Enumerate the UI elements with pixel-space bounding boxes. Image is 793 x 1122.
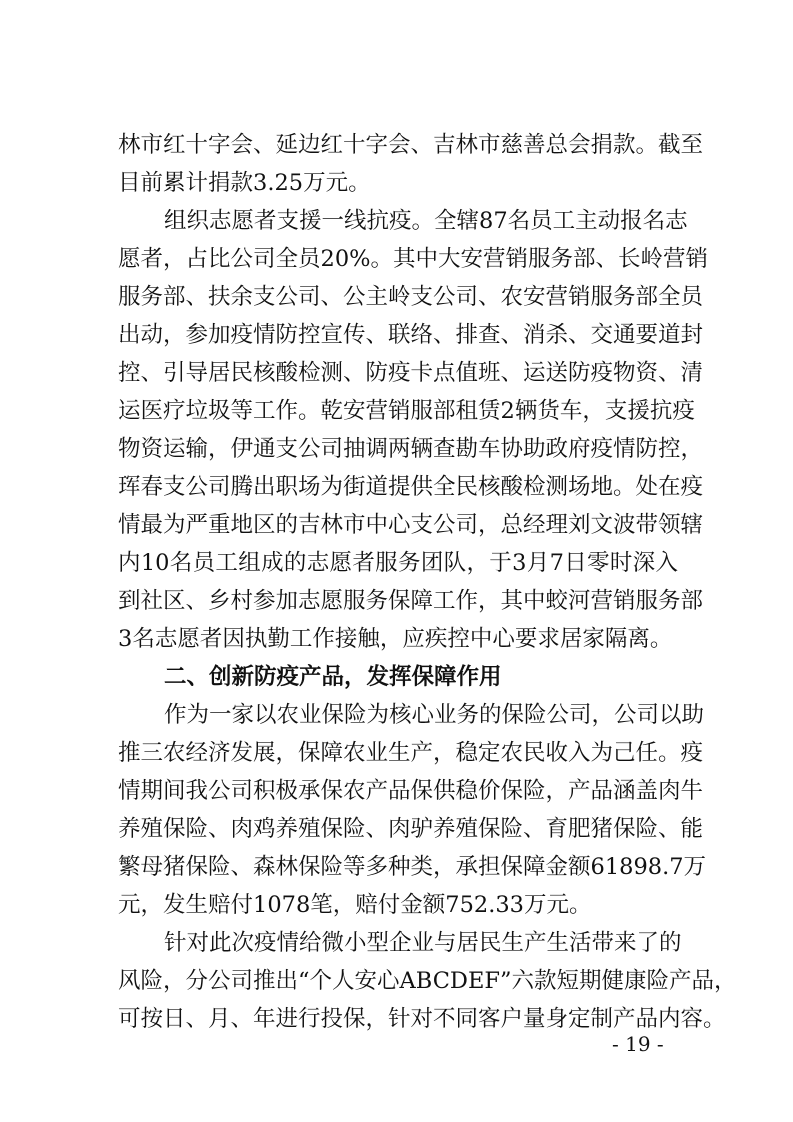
paragraph-line: 林市红十字会、延边红十字会、吉林市慈善总会捐款。截至 xyxy=(118,132,704,158)
section-heading: 二、创新防疫产品，发挥保障作用 xyxy=(164,664,502,690)
paragraph-line: 可按日、月、年进行投保，针对不同客户量身定制产品内容。 xyxy=(118,1006,726,1032)
paragraph-line: 物资运输，伊通支公司抽调两辆查勘车协助政府疫情防控， xyxy=(118,436,704,462)
paragraph-line: 元，发生赔付1078笔，赔付金额752.33万元。 xyxy=(118,892,592,918)
paragraph-line: 出动，参加疫情防控宣传、联络、排查、消杀、交通要道封 xyxy=(118,322,704,348)
paragraph-line: 针对此次疫情给微小型企业与居民生产生活带来了的 xyxy=(164,930,682,956)
paragraph-line: 风险，分公司推出“个人安心ABCDEF”六款短期健康险产品， xyxy=(118,968,737,994)
paragraph-line: 3名志愿者因执勤工作接触，应疾控中心要求居家隔离。 xyxy=(118,626,673,652)
paragraph-line: 珲春支公司腾出职场为街道提供全民核酸检测场地。处在疫 xyxy=(118,474,704,500)
paragraph-line: 作为一家以农业保险为核心业务的保险公司，公司以助 xyxy=(164,702,705,728)
paragraph-line: 愿者，占比公司全员20%。其中大安营销服务部、长岭营销 xyxy=(118,246,709,272)
paragraph-line: 推三农经济发展，保障农业生产，稳定农民收入为己任。疫 xyxy=(118,740,704,766)
paragraph-line: 到社区、乡村参加志愿服务保障工作，其中蛟河营销服务部 xyxy=(118,588,704,614)
paragraph-line: 繁母猪保险、森林保险等多种类，承担保障金额61898.7万 xyxy=(118,854,707,880)
paragraph-line: 情期间我公司积极承保农产品保供稳价保险，产品涵盖肉牛 xyxy=(118,778,704,804)
paragraph-line: 服务部、扶余支公司、公主岭支公司、农安营销服务部全员 xyxy=(118,284,704,310)
paragraph-line: 养殖保险、肉鸡养殖保险、肉驴养殖保险、育肥猪保险、能 xyxy=(118,816,704,842)
paragraph-line: 情最为严重地区的吉林市中心支公司，总经理刘文波带领辖 xyxy=(118,512,704,538)
paragraph-line: 组织志愿者支援一线抗疫。全辖87名员工主动报名志 xyxy=(164,208,688,234)
paragraph-line: 内10名员工组成的志愿者服务团队，于3月7日零时深入 xyxy=(118,550,678,576)
paragraph-line: 目前累计捐款3.25万元。 xyxy=(118,170,371,196)
paragraph-line: 运医疗垃圾等工作。乾安营销服部租赁2辆货车，支援抗疫 xyxy=(118,398,695,424)
page-number: - 19 - xyxy=(612,1032,664,1056)
paragraph-line: 控、引导居民核酸检测、防疫卡点值班、运送防疫物资、清 xyxy=(118,360,704,386)
